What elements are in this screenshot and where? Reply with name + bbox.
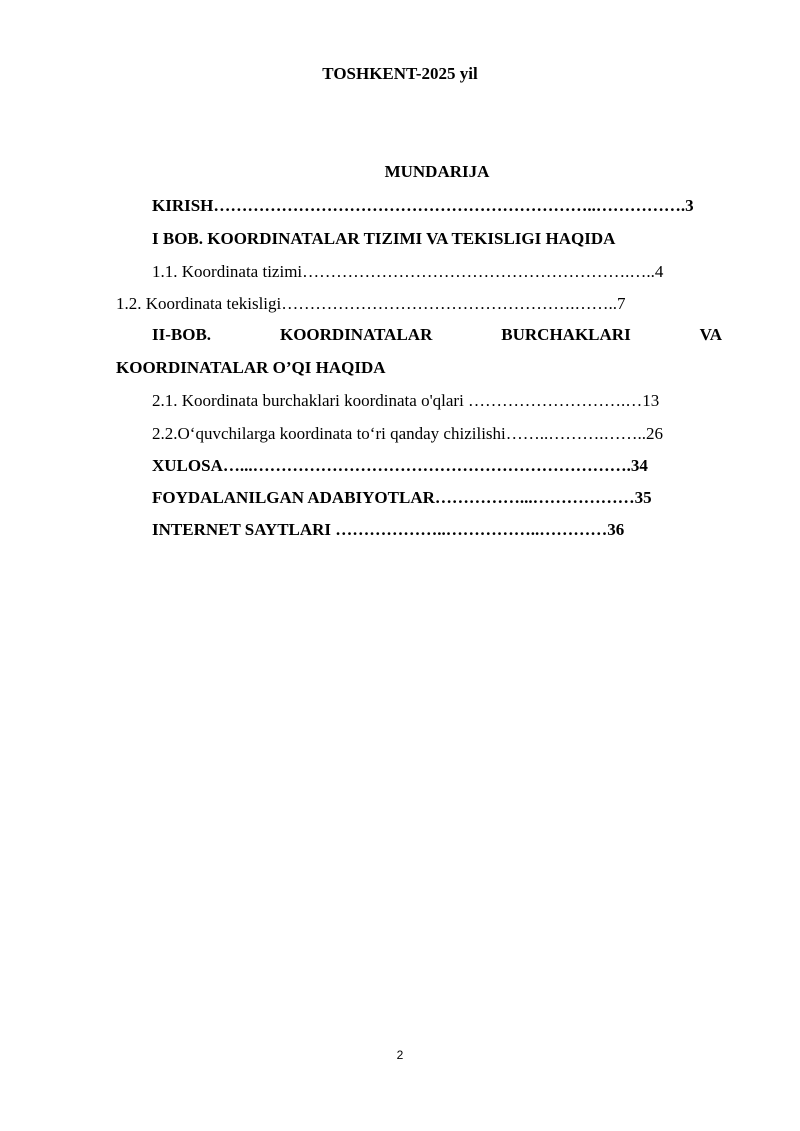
toc-entry-1-2: 1.2. Koordinata tekisligi…………………………………………….……..7 [116,294,626,313]
city-year-heading: TOSHKENT-2025 yil [322,64,478,83]
toc-entry-2-2: 2.2.O‘quvchilarga koordinata to‘ri qanday chizilishi……..……….……..26 [152,424,664,443]
toc-chapter-2-word: II-BOB. [152,325,212,344]
page-number: 2 [396,1048,404,1062]
toc-entry-chapter-1: I BOB. KOORDINATALAR TIZIMI VA TEKISLIGI HAQIDA [152,229,616,248]
toc-chapter-2-word: VA [699,325,722,344]
toc-chapter-2-word: KOORDINATALAR [279,325,433,344]
toc-title: MUNDARIJA [384,162,490,181]
toc-entry-chapter-2 [152,325,722,345]
toc-chapter-2-word: BURCHAKLARI [501,325,631,344]
toc-entry-kirish: KIRISH…………………………………………………………..…………….3 [152,196,694,215]
toc-entry-chapter-2-continuation: KOORDINATALAR O’QI HAQIDA [116,358,386,377]
toc-entry-xulosa: XULOSA…...………………………………………………………….34 [152,456,648,475]
toc-entry-2-1: 2.1. Koordinata burchaklari koordinata o'qlari ……………………….…13 [152,391,660,410]
toc-entry-1-1: 1.1. Koordinata tizimi………………………………………………….…..4 [152,262,664,281]
toc-entry-internet: INTERNET SAYTLARI ………………..……………..…………36 [152,520,625,539]
toc-entry-adabiyotlar: FOYDALANILGAN ADABIYOTLAR……………...………………35 [152,488,652,507]
